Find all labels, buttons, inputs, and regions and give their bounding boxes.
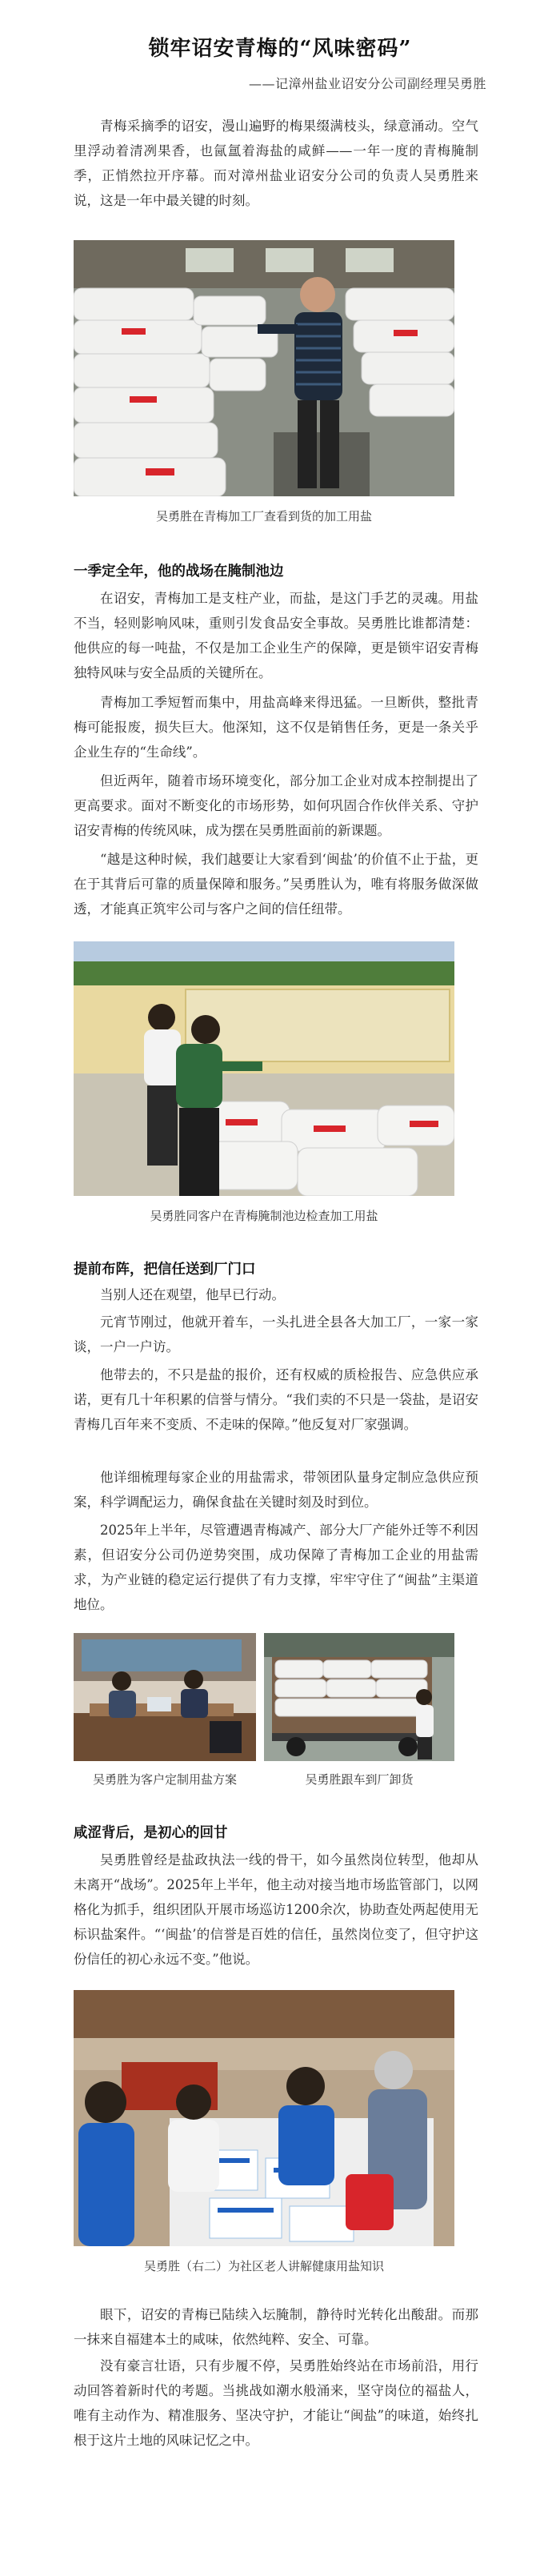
closing-paragraph-1: 眼下，诏安的青梅已陆续入坛腌制，静待时光转化出酸甜。而那一抹来自福建本土的咸味，依然纯粹、安全、可靠。 [74, 2307, 478, 2347]
customer-meeting-photo [74, 1633, 256, 1761]
community-outreach-photo [74, 1990, 454, 2246]
section1-paragraph-4: “越是这种时候，我们越要让大家看到‘闽盐’的价值不止于盐，更在于其背后可靠的质量保障和服务。”吴勇胜认为，唯有将服务做深做透，才能真正筑牢公司与客户之间的信任纽带。 [74, 852, 478, 917]
section2-paragraph-1: 当别人还在观望，他早已行动。 [100, 1287, 285, 1302]
section1-paragraph-3: 但近两年，随着市场环境变化，部分加工企业对成本控制提出了更高要求。面对不断变化的市场形势，如何巩固合作伙伴关系、守护诏安青梅的传统风味，成为摆在吴勇胜面前的新课题。 [74, 773, 478, 838]
intro-paragraph: 青梅采摘季的诏安，漫山遍野的梅果缀满枝头，绿意涌动。空气里浮动着清冽果香，也氤氲着海盐的咸鲜——一年一度的青梅腌制季，正悄然拉开序幕。而对漳州盐业诏安分公司的负责人吴勇胜来说，这是一年中最关键的时刻。 [74, 118, 478, 208]
photo-caption-left: 吴勇胜为客户定制用盐方案 [92, 1772, 237, 1787]
section-heading: 一季定全年，他的战场在腌制池边 [74, 564, 284, 580]
photo-caption-right: 吴勇胜跟车到厂卸货 [305, 1772, 414, 1787]
article-title: 锁牢诏安青梅的“风味密码” [148, 37, 412, 61]
section-heading: 提前布阵，把信任送到厂门口 [74, 1262, 256, 1278]
article-subtitle: ——记漳州盐业诏安分公司副经理吴勇胜 [248, 76, 486, 91]
pickling-pool-photo [74, 941, 454, 1196]
section1-paragraph-1: 在诏安，青梅加工是支柱产业，而盐，是这门手艺的灵魂。用盐不当，轻则影响风味，重则引发食品安全事故。吴勇胜比谁都清楚：他供应的每一吨盐，不仅是加工企业生产的保障，更是锁牢诏安青梅独特风味与安全品质的关键所在。 [74, 591, 478, 680]
photo-caption: 吴勇胜（右二）为社区老人讲解健康用盐知识 [143, 2259, 384, 2273]
section-heading: 咸涩背后，是初心的回甘 [74, 1825, 228, 1841]
section2-paragraph-4: 他详细梳理每家企业的用盐需求，带领团队量身定制应急供应预案，科学调配运力，确保食盐在关键时刻及时到位。 [74, 1470, 478, 1510]
section2-paragraph-3: 他带去的，不只是盐的报价，还有权威的质检报告、应急供应承诺，更有几十年积累的信誉与情分。“我们卖的不只是一袋盐，是诏安青梅几百年来不变质、不走味的保障。”他反复对厂家强调。 [74, 1367, 478, 1432]
section2-paragraph-5: 2025年上半年，尽管遭遇青梅减产、部分大厂产能外迁等不利因素，但诏安分公司仍逆势突围，成功保障了青梅加工企业的用盐需求，为产业链的稳定运行提供了有力支撑，牢牢守住了“闽盐”主渠道地位。 [74, 1523, 478, 1612]
truck-unloading-photo [264, 1633, 454, 1761]
photo-caption: 吴勇胜同客户在青梅腌制池边检查加工用盐 [150, 1209, 378, 1223]
section1-paragraph-2: 青梅加工季短暂而集中，用盐高峰来得迅猛。一旦断供，整批青梅可能报废，损失巨大。他深知，这不仅是销售任务，更是一条关乎企业生存的“生命线”。 [74, 695, 478, 760]
section3-paragraph-1: 吴勇胜曾经是盐政执法一线的骨干，如今虽然岗位转型，他却从未离开“战场”。2025年上半年，他主动对接当地市场监管部门，以网格化为抓手，组织团队开展市场巡访1200余次，协助查处两起使用无标识盐案件。“‘闽盐’的信誉是百姓的信任，虽然岗位变了，但守护这份信任的初心永远不变。”他说。 [74, 1852, 478, 1967]
section2-paragraph-2: 元宵节刚过，他就开着车，一头扎进全县各大加工厂，一家一家谈，一户一户访。 [74, 1314, 478, 1354]
photo-caption: 吴勇胜在青梅加工厂查看到货的加工用盐 [155, 509, 372, 524]
warehouse-photo [74, 240, 454, 496]
closing-paragraph-2: 没有豪言壮语，只有步履不停，吴勇胜始终站在市场前沿，用行动回答着新时代的考题。当挑战如潮水般涌来，坚守岗位的福盐人，唯有主动作为、精准服务、坚决守护，才能让“闽盐”的味道，始终扎根于这片土地的风味记忆之中。 [74, 2358, 478, 2448]
